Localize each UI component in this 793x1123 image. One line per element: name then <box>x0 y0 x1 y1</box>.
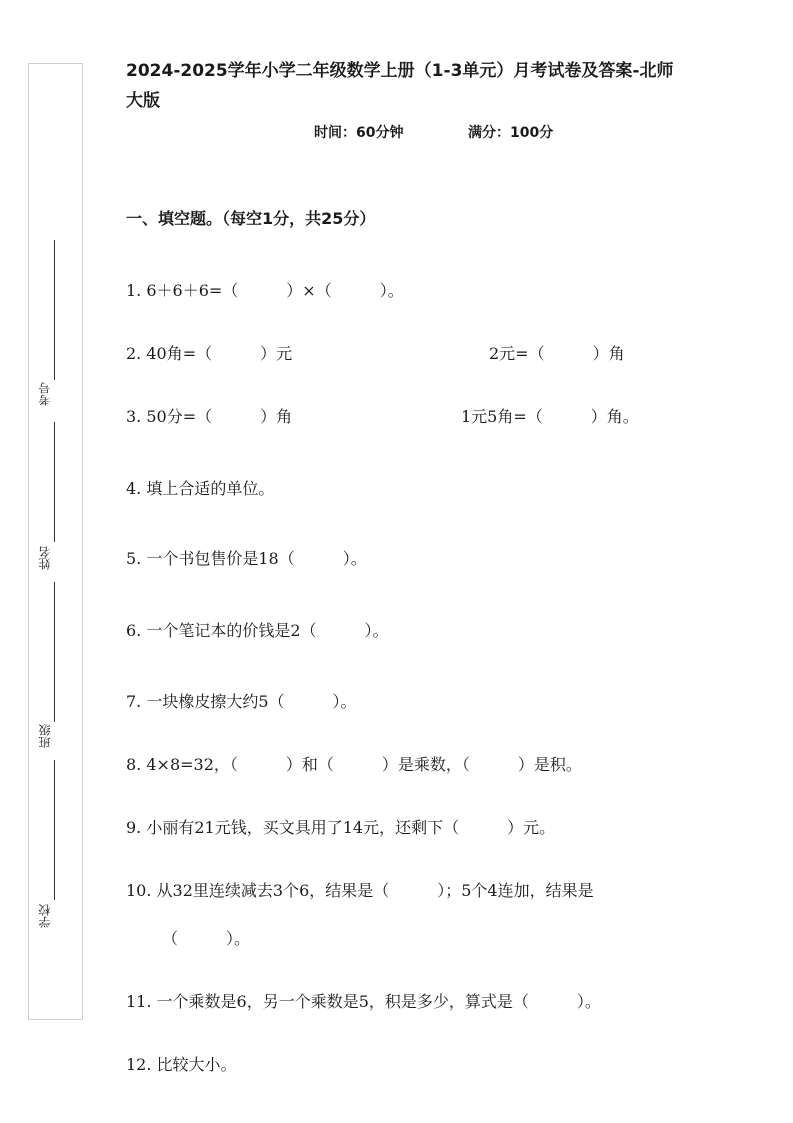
question-4: 4. 填上合适的单位。 <box>126 479 275 498</box>
question-10-line1: 10. 从32里连续减去3个6，结果是（ ）；5个4连加，结果是 <box>126 881 594 900</box>
full-score: 满分：100分 <box>468 125 554 141</box>
class-label: 班级 <box>38 724 52 748</box>
exam-no-line <box>54 240 55 380</box>
question-6: 6. 一个笔记本的价钱是2（ ）。 <box>126 621 389 640</box>
exam-no-label: 考号 <box>38 382 52 406</box>
question-1: 1. 6＋6＋6=（ ）×（ ）。 <box>126 281 404 300</box>
question-5: 5. 一个书包售价是18（ ）。 <box>126 549 367 568</box>
question-3a: 3. 50分=（ ）角 <box>126 407 293 426</box>
question-2b: 2元=（ ）角 <box>489 344 625 363</box>
page-title-line2: 大版 <box>126 91 160 111</box>
question-3b: 1元5角=（ ）角。 <box>461 407 639 426</box>
name-label: 姓名 <box>38 546 52 570</box>
school-label: 学校 <box>38 904 52 928</box>
binding-margin-box <box>28 63 83 1020</box>
question-7: 7. 一块橡皮擦大约5（ ）。 <box>126 692 357 711</box>
exam-no-line-lower <box>54 422 55 542</box>
question-2a: 2. 40角=（ ）元 <box>126 344 293 363</box>
exam-time: 时间：60分钟 <box>314 125 404 141</box>
question-9: 9. 小丽有21元钱，买文具用了14元，还剩下（ ）元。 <box>126 818 556 837</box>
question-8: 8. 4×8=32，（ ）和（ ）是乘数，（ ）是积。 <box>126 755 582 774</box>
name-line <box>54 582 55 722</box>
question-10-line2: （ ）。 <box>162 929 251 948</box>
class-line <box>54 760 55 900</box>
page-title-line1: 2024-2025学年小学二年级数学上册（1-3单元）月考试卷及答案-北师 <box>126 61 674 81</box>
section-heading-fill-blank: 一、填空题。（每空1分，共25分） <box>126 209 376 228</box>
question-11: 11. 一个乘数是6，另一个乘数是5，积是多少，算式是（ ）。 <box>126 992 601 1011</box>
question-12: 12. 比较大小。 <box>126 1055 237 1074</box>
